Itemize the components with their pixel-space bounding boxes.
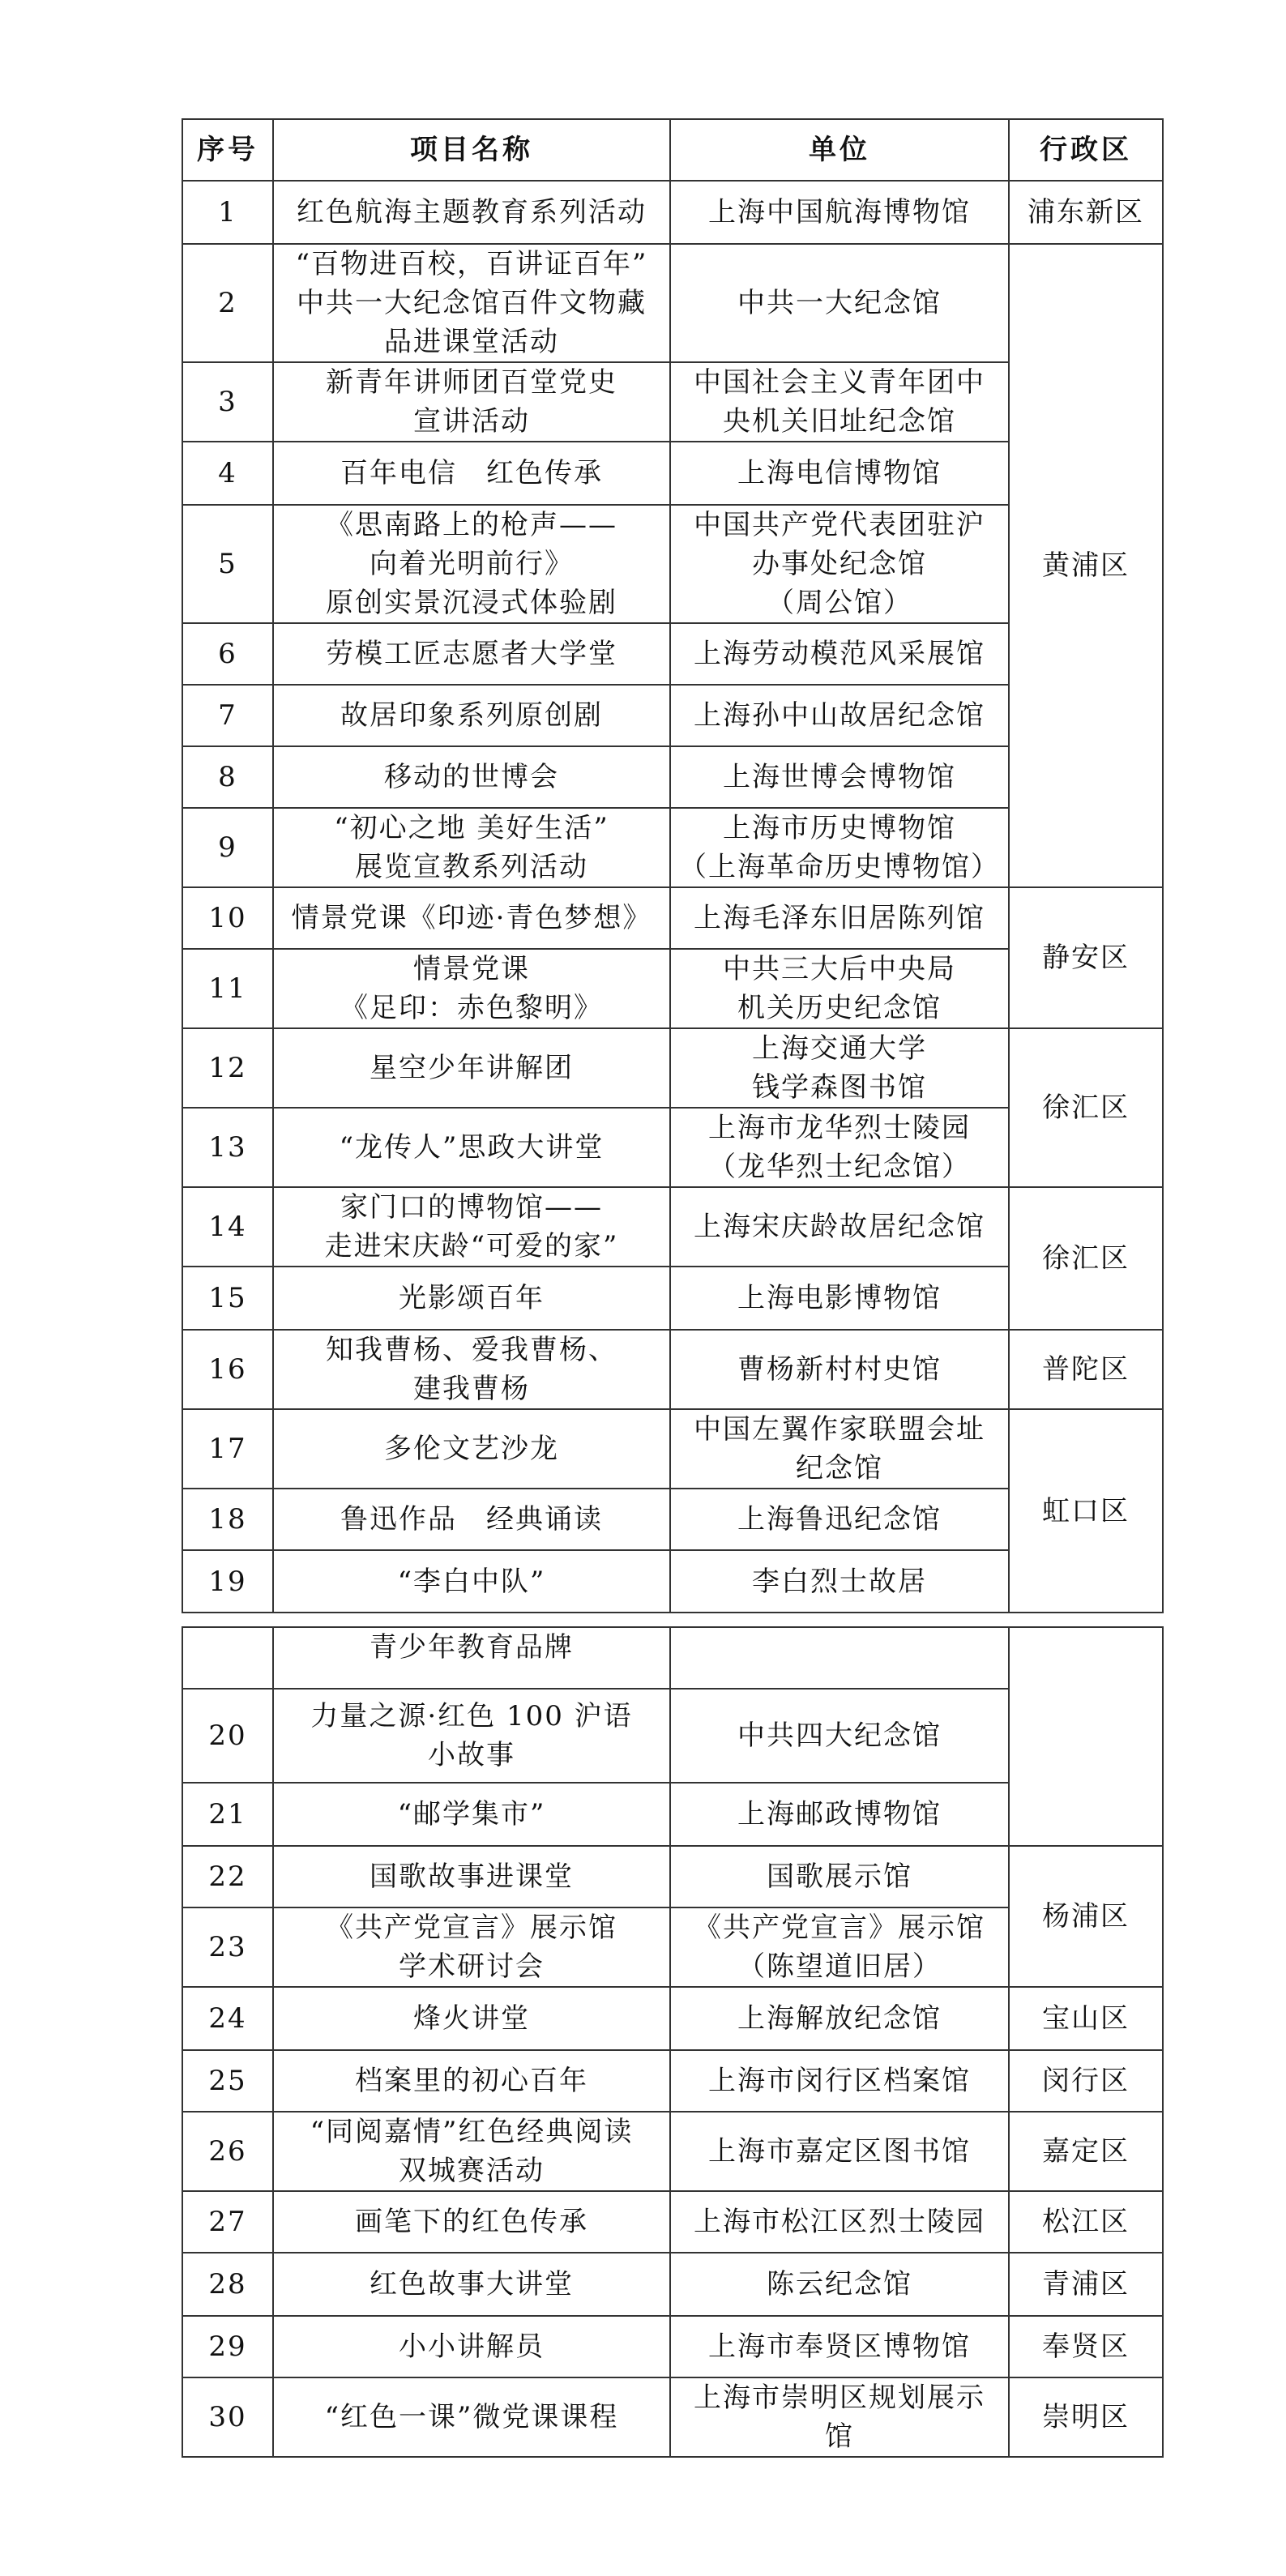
name-line: 多伦文艺沙龙 <box>384 1433 559 1465</box>
row-number: 4 <box>182 442 273 505</box>
project-name <box>273 685 670 746</box>
unit-line: 上海市嘉定区图书馆 <box>708 2135 971 2168</box>
row-number: 16 <box>182 1330 273 1409</box>
row-number: 27 <box>182 2191 273 2253</box>
project-name <box>273 362 670 442</box>
project-name <box>273 2112 670 2191</box>
name-line: 国歌故事进课堂 <box>370 1860 574 1893</box>
name-line: 原创实景沉浸式体验剧 <box>326 587 617 619</box>
project-name <box>273 2253 670 2316</box>
name-line: 品进课堂活动 <box>384 326 559 358</box>
table-row <box>182 2316 1163 2377</box>
table-row <box>182 1028 1163 1108</box>
unit-name <box>670 1987 1009 2050</box>
unit-name <box>670 2316 1009 2377</box>
unit-name <box>670 1689 1009 1783</box>
table-row <box>182 181 1163 244</box>
table-row <box>182 887 1163 949</box>
project-name <box>273 1187 670 1267</box>
district-cell: 嘉定区 <box>1009 2112 1163 2191</box>
name-line: 情景党课《印迹·青色梦想》 <box>291 902 652 934</box>
name-line: 宣讲活动 <box>413 405 530 438</box>
unit-line: 中国左翼作家联盟会址 <box>694 1413 985 1446</box>
unit-name <box>670 2191 1009 2253</box>
project-name <box>273 949 670 1028</box>
unit-line: 上海鲁迅纪念馆 <box>737 1503 942 1536</box>
unit-line: 上海电影博物馆 <box>737 1282 942 1314</box>
project-name <box>273 746 670 808</box>
unit-name <box>670 808 1009 887</box>
unit-line: 上海电信博物馆 <box>737 457 942 489</box>
project-name <box>273 181 670 244</box>
project-name <box>273 442 670 505</box>
name-line: 移动的世博会 <box>384 761 559 793</box>
name-line: 故居印象系列原创剧 <box>340 699 603 732</box>
row-number: 9 <box>182 808 273 887</box>
unit-line: 陈云纪念馆 <box>767 2268 912 2300</box>
district-cell: 虹口区 <box>1009 1409 1163 1613</box>
row-number: 21 <box>182 1783 273 1846</box>
unit-name <box>670 1409 1009 1489</box>
project-name <box>273 887 670 949</box>
name-line: 情景党课 <box>413 953 530 985</box>
project-name <box>273 2316 670 2377</box>
unit-line: （上海革命历史博物馆） <box>679 851 1000 883</box>
unit-name <box>670 2377 1009 2457</box>
project-name <box>273 1409 670 1489</box>
unit-line: 机关历史纪念馆 <box>737 992 942 1024</box>
unit-line: 上海市龙华烈士陵园 <box>708 1112 971 1144</box>
district-cell: 奉贤区 <box>1009 2316 1163 2377</box>
unit-line: 中共一大纪念馆 <box>737 287 942 319</box>
header-unit: 单位 <box>670 119 1009 181</box>
unit-line: 央机关旧址纪念馆 <box>723 405 956 438</box>
unit-line: 中国共产党代表团驻沪 <box>694 509 985 541</box>
project-name <box>273 2191 670 2253</box>
project-name <box>273 1267 670 1330</box>
district-cell: 松江区 <box>1009 2191 1163 2253</box>
unit-name <box>670 949 1009 1028</box>
row-number: 20 <box>182 1689 273 1783</box>
name-line: 向着光明前行》 <box>370 548 574 580</box>
name-line: 《思南路上的枪声—— <box>326 509 617 541</box>
row-number: 24 <box>182 1987 273 2050</box>
row-number: 29 <box>182 2316 273 2377</box>
row-number: 18 <box>182 1489 273 1550</box>
table-row <box>182 1846 1163 1907</box>
table-row <box>182 2191 1163 2253</box>
project-name <box>273 1783 670 1846</box>
name-line: 红色航海主题教育系列活动 <box>297 196 647 229</box>
row-number: 14 <box>182 1187 273 1267</box>
unit-name <box>670 1907 1009 1987</box>
unit-line: （周公馆） <box>767 587 912 619</box>
row-number: 23 <box>182 1907 273 1987</box>
project-name <box>273 2377 670 2457</box>
name-line: “百物进百校，百讲证百年” <box>295 248 648 280</box>
project-name <box>273 1108 670 1187</box>
name-line: “李白中队” <box>397 1565 546 1598</box>
name-line: “红色一课”微党课课程 <box>324 2401 619 2433</box>
district-cell: 徐汇区 <box>1009 1187 1163 1330</box>
row-number: 8 <box>182 746 273 808</box>
row-number: 25 <box>182 2050 273 2112</box>
unit-name <box>670 505 1009 623</box>
name-line: “邮学集市” <box>397 1798 546 1831</box>
unit-line: 上海劳动模范风采展馆 <box>694 638 985 670</box>
unit-name <box>670 887 1009 949</box>
projects-table-part-2 <box>182 1626 1164 2458</box>
name-line: 青少年教育品牌 <box>370 1631 574 1664</box>
name-line: 双城赛活动 <box>399 2155 545 2187</box>
row-number: 22 <box>182 1846 273 1907</box>
district-cell: 浦东新区 <box>1009 181 1163 244</box>
name-line: 《足印：赤色黎明》 <box>340 992 603 1024</box>
unit-line: 中共四大纪念馆 <box>737 1719 942 1752</box>
table-row <box>182 1627 1163 1689</box>
project-name <box>273 808 670 887</box>
project-name <box>273 1846 670 1907</box>
row-number: 3 <box>182 362 273 442</box>
unit-name <box>670 623 1009 685</box>
unit-line: 办事处纪念馆 <box>752 548 927 580</box>
unit-line: 中国社会主义青年团中 <box>694 366 985 399</box>
name-line: 学术研讨会 <box>399 1950 545 1983</box>
project-name <box>273 1627 670 1689</box>
row-number: 1 <box>182 181 273 244</box>
district-cell-empty <box>1009 1627 1163 1846</box>
district-cell: 闵行区 <box>1009 2050 1163 2112</box>
unit-line: 上海宋庆龄故居纪念馆 <box>694 1211 985 1243</box>
table-row <box>182 1187 1163 1267</box>
table-row <box>182 2050 1163 2112</box>
project-name <box>273 244 670 362</box>
unit-line: 上海交通大学 <box>752 1032 927 1065</box>
unit-line: 上海市松江区烈士陵园 <box>694 2206 985 2238</box>
table-row <box>182 1987 1163 2050</box>
unit-name <box>670 1550 1009 1613</box>
row-number: 7 <box>182 685 273 746</box>
unit-line: 《共产党宣言》展示馆 <box>694 1912 985 1944</box>
name-line: 光影颂百年 <box>399 1282 545 1314</box>
district-cell: 青浦区 <box>1009 2253 1163 2316</box>
unit-line: 上海市奉贤区博物馆 <box>708 2330 971 2363</box>
project-name <box>273 1689 670 1783</box>
table-row <box>182 244 1163 362</box>
project-name <box>273 505 670 623</box>
row-number: 13 <box>182 1108 273 1187</box>
unit-line: 上海世博会博物馆 <box>723 761 956 793</box>
table-row <box>182 2253 1163 2316</box>
unit-line: 纪念馆 <box>796 1452 883 1485</box>
unit-line: 上海邮政博物馆 <box>737 1798 942 1831</box>
table-row <box>182 2112 1163 2191</box>
row-number: 11 <box>182 949 273 1028</box>
unit-name <box>670 362 1009 442</box>
unit-line: 李白烈士故居 <box>752 1565 927 1598</box>
row-number: 19 <box>182 1550 273 1613</box>
unit-name <box>670 1330 1009 1409</box>
unit-name <box>670 244 1009 362</box>
name-line: 红色故事大讲堂 <box>370 2268 574 2300</box>
table-row <box>182 1330 1163 1409</box>
unit-name <box>670 1267 1009 1330</box>
project-name <box>273 1907 670 1987</box>
row-number: 12 <box>182 1028 273 1108</box>
row-number: 26 <box>182 2112 273 2191</box>
unit-line: 上海市历史博物馆 <box>723 812 956 844</box>
name-line: 鲁迅作品 经典诵读 <box>340 1503 603 1536</box>
row-number: 15 <box>182 1267 273 1330</box>
unit-line: 上海市崇明区规划展示 <box>694 2382 985 2414</box>
name-line: 烽火讲堂 <box>413 2002 530 2035</box>
name-line: 建我曹杨 <box>413 1373 530 1405</box>
unit-name <box>670 181 1009 244</box>
unit-name <box>670 685 1009 746</box>
unit-name <box>670 1489 1009 1550</box>
unit-name <box>670 746 1009 808</box>
unit-name <box>670 2050 1009 2112</box>
district-cell: 宝山区 <box>1009 1987 1163 2050</box>
project-name <box>273 1987 670 2050</box>
district-cell: 普陀区 <box>1009 1330 1163 1409</box>
row-number: 2 <box>182 244 273 362</box>
unit-line: 中共三大后中央局 <box>723 953 956 985</box>
unit-line: 上海孙中山故居纪念馆 <box>694 699 985 732</box>
name-line: 力量之源·红色 100 沪语 <box>310 1700 633 1732</box>
name-line: “初心之地 美好生活” <box>334 812 609 844</box>
name-line: 星空少年讲解团 <box>370 1052 574 1084</box>
unit-name <box>670 1846 1009 1907</box>
project-name <box>273 2050 670 2112</box>
name-line: 劳模工匠志愿者大学堂 <box>326 638 617 670</box>
unit-name <box>670 2112 1009 2191</box>
name-line: 《共产党宣言》展示馆 <box>326 1912 617 1944</box>
row-number: 5 <box>182 505 273 623</box>
district-cell: 徐汇区 <box>1009 1028 1163 1187</box>
unit-line: 上海市闵行区档案馆 <box>708 2065 971 2097</box>
header-district: 行政区 <box>1009 119 1163 181</box>
project-name <box>273 1489 670 1550</box>
row-number: 10 <box>182 887 273 949</box>
unit-name <box>670 2253 1009 2316</box>
unit-name <box>670 1028 1009 1108</box>
name-line: 走进宋庆龄“可爱的家” <box>324 1230 619 1262</box>
name-line: 展览宣教系列活动 <box>355 851 588 883</box>
name-line: “龙传人”思政大讲堂 <box>339 1131 605 1164</box>
name-line: 家门口的博物馆—— <box>340 1191 603 1224</box>
project-name <box>273 1550 670 1613</box>
table-row <box>182 1409 1163 1489</box>
table-row <box>182 2377 1163 2457</box>
name-line: 百年电信 红色传承 <box>340 457 603 489</box>
name-line: 新青年讲师团百堂党史 <box>326 366 617 399</box>
unit-name <box>670 442 1009 505</box>
table-header-row <box>182 119 1163 181</box>
row-number: 6 <box>182 623 273 685</box>
unit-line: 馆 <box>825 2420 854 2453</box>
row-number: 17 <box>182 1409 273 1489</box>
name-line: 小故事 <box>428 1739 515 1771</box>
unit-line: 钱学森图书馆 <box>752 1071 927 1104</box>
unit-name <box>670 1187 1009 1267</box>
project-name <box>273 1028 670 1108</box>
district-cell: 崇明区 <box>1009 2377 1163 2457</box>
row-number: 28 <box>182 2253 273 2316</box>
name-line: 小小讲解员 <box>399 2330 545 2363</box>
district-cell: 静安区 <box>1009 887 1163 1028</box>
unit-line: 国歌展示馆 <box>767 1860 912 1893</box>
row-number <box>182 1627 273 1689</box>
unit-name <box>670 1783 1009 1846</box>
projects-table-part-1 <box>182 118 1164 1613</box>
unit-line: 上海解放纪念馆 <box>737 2002 942 2035</box>
header-project-name: 项目名称 <box>273 119 670 181</box>
project-name <box>273 623 670 685</box>
unit-line: 上海毛泽东旧居陈列馆 <box>694 902 985 934</box>
unit-line: 曹杨新村村史馆 <box>737 1353 942 1386</box>
district-cell: 黄浦区 <box>1009 244 1163 887</box>
unit-name <box>670 1627 1009 1689</box>
name-line: 画笔下的红色传承 <box>355 2206 588 2238</box>
name-line: 档案里的初心百年 <box>355 2065 588 2097</box>
name-line: 中共一大纪念馆百件文物藏 <box>297 287 647 319</box>
project-name <box>273 1330 670 1409</box>
row-number: 30 <box>182 2377 273 2457</box>
header-index: 序号 <box>182 119 273 181</box>
name-line: “同阅嘉情”红色经典阅读 <box>310 2116 634 2148</box>
unit-line: （龙华烈士纪念馆） <box>708 1151 971 1183</box>
unit-line: 上海中国航海博物馆 <box>708 196 971 229</box>
unit-name <box>670 1108 1009 1187</box>
unit-line: （陈望道旧居） <box>737 1950 942 1983</box>
name-line: 知我曹杨、爱我曹杨、 <box>326 1334 617 1366</box>
district-cell: 杨浦区 <box>1009 1846 1163 1987</box>
